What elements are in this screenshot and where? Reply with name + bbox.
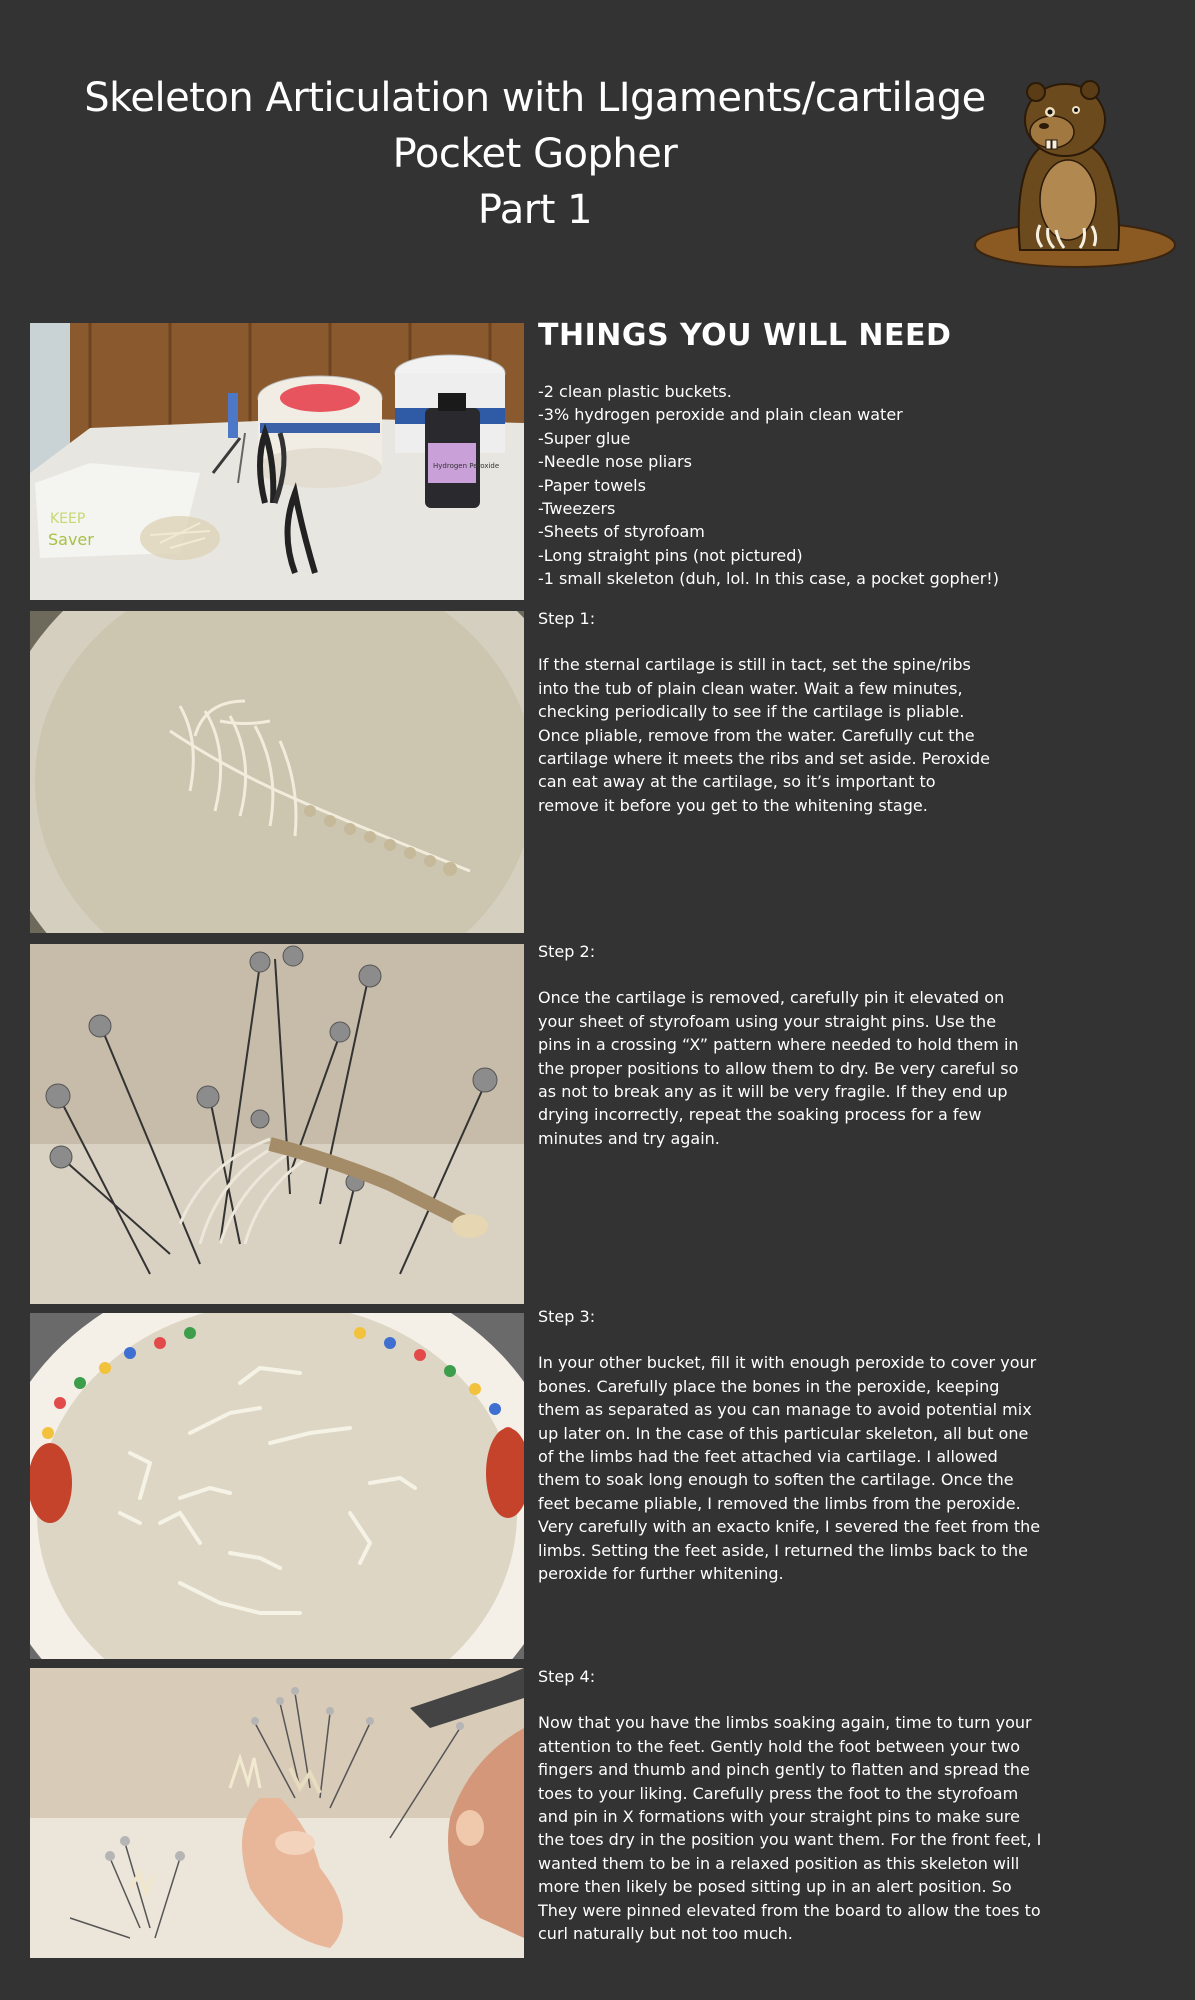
step-4-title: Step 4: <box>538 1667 596 1686</box>
step-3 <box>538 1305 1058 1585</box>
pinning-feet-photo <box>30 1668 524 1958</box>
step-1 <box>538 607 1058 817</box>
needs-item: -2 clean plastic buckets. <box>538 382 732 401</box>
step-4 <box>538 1665 1058 1945</box>
pinned-ribs-photo <box>30 944 524 1304</box>
step-3-body: In your other bucket, fill it with enough peroxide to cover your bones. Carefully place the bones in the peroxide, keeping them as separated as you can manage to avoid potential mix up later on. In the case of this particular skeleton, all but one of the limbs had the feet attached via cartilage. I allowed them to soak long enough to soften the cartilage. Once the feet became pliable, I removed the limbs from the peroxide. Very carefully with an exacto knife, I severed the feet from the limbs. Setting the feet aside, I returned the limbs back to the peroxide for further whitening. <box>538 1353 1041 1584</box>
svg-text:KEEP: KEEP <box>50 511 86 527</box>
title-line-3: Part 1 <box>477 187 593 233</box>
needs-item: -3% hydrogen peroxide and plain clean water <box>538 405 903 425</box>
bottle-label: Hydrogen Peroxide <box>433 462 500 470</box>
step-2-body: Once the cartilage is removed, carefully pin it elevated on your sheet of styrofoam using your straight pins. Use the pins in a crossing “X” pattern where needed to hold them in the proper positions to allow them to dry. Be very careful so as not to break any as it will be very fragile. If they end up drying incorrectly, repeat the soaking process for a few minutes and try again. <box>538 988 1019 1148</box>
needs-item: -Sheets of styrofoam <box>538 522 705 542</box>
supplies-photo <box>30 323 524 600</box>
step-4-body: Now that you have the limbs soaking again, time to turn your attention to the feet. Gently hold the foot between your two fingers and thumb and pinch gently to flatten and spread the toes to your liking. Carefully press the foot to the styrofoam and pin in X formations with your straight pins to make sure the toes dry in the position you want them. For the front feet, I wanted them to be in a relaxed position as this skeleton will more then likely be posed sitting up in an alert position. So They were pinned elevated from the board to allow the toes to curl naturally but not too much. <box>538 1713 1042 1944</box>
bones-in-peroxide-photo <box>30 1313 524 1659</box>
title-line-1: Skeleton Articulation with LIgaments/cartilage <box>84 75 986 121</box>
step-2 <box>538 940 1058 1150</box>
needs-heading: THINGS YOU WILL NEED <box>538 318 952 353</box>
step-1-body: If the sternal cartilage is still in tact, set the spine/ribs into the tub of plain clean water. Wait a few minutes, checking periodically to see if the cartilage is pliable. Once pliable, remove from the water. Carefully cut the cartilage where it meets the ribs and set aside. Peroxide can eat away at the cartilage, so it’s important to remove it before you get to the whitening stage. <box>538 655 991 815</box>
needs-item: -Paper towels <box>538 475 646 495</box>
needs-item: -Tweezers <box>538 499 616 519</box>
svg-text:Saver: Saver <box>48 530 94 549</box>
needs-item: -Long straight pins (not pictured) <box>538 545 803 565</box>
gopher-illustration <box>960 50 1180 280</box>
needs-list <box>538 380 1098 591</box>
step-3-title: Step 3: <box>538 1307 596 1326</box>
needs-item: -Needle nose pliars <box>538 452 692 472</box>
needs-item: -Super glue <box>538 428 631 448</box>
title-line-2: Pocket Gopher <box>392 131 678 177</box>
page-title <box>60 70 1010 238</box>
step-1-title: Step 1: <box>538 609 596 628</box>
needs-item: -1 small skeleton (duh, lol. In this case, a pocket gopher!) <box>538 569 999 589</box>
spine-in-water-photo <box>30 611 524 933</box>
step-2-title: Step 2: <box>538 942 596 961</box>
